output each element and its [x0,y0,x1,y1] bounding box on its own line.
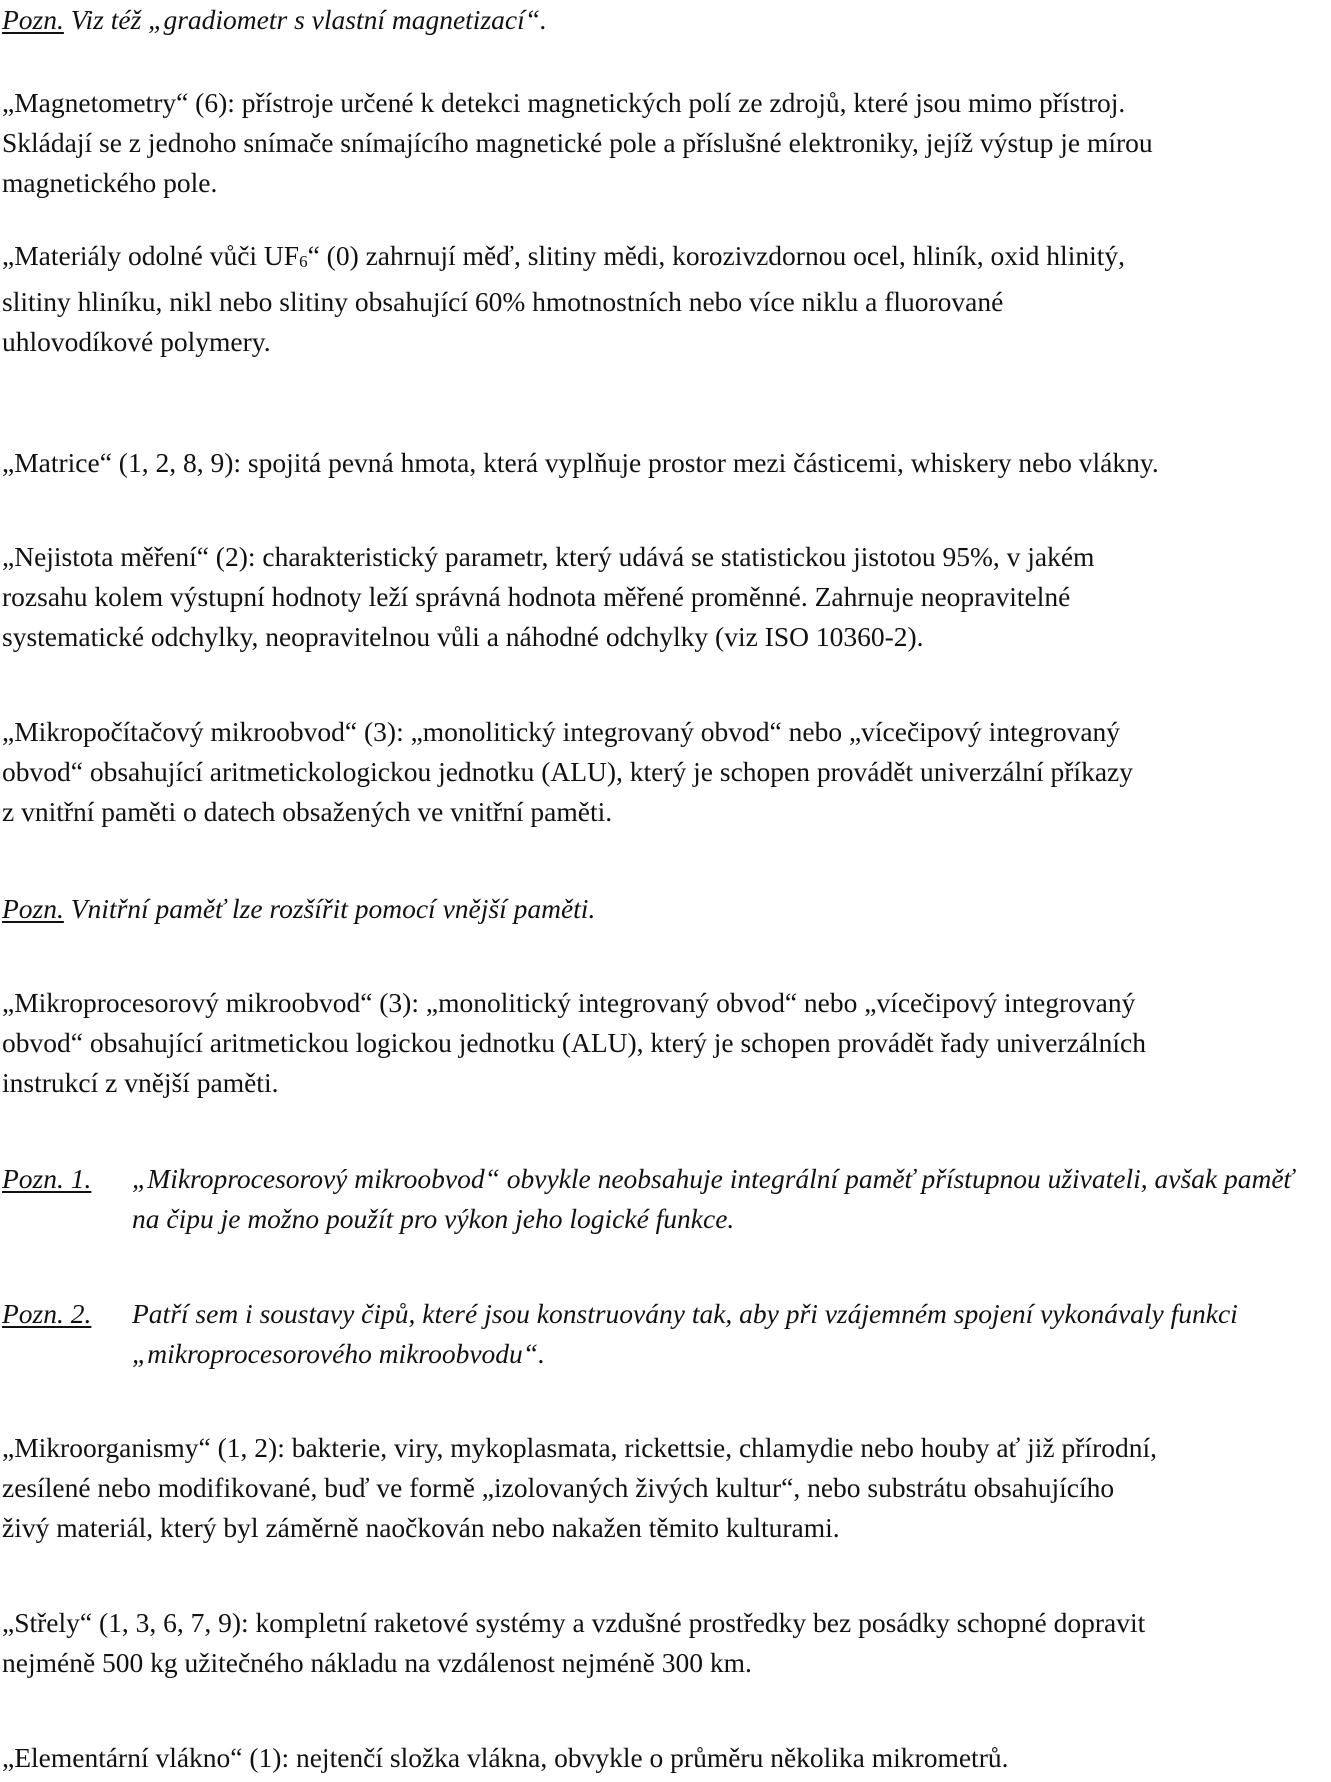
definition-line: obvod“ obsahující aritmetickologickou jednotku (ALU), který je schopen provádět univerzální příkazy [2,756,1133,787]
note-gradiometr [2,0,1324,40]
text-run: “ (0) zahrnují měď, slitiny mědi, korozivzdornou ocel, hliník, oxid hlinitý, [307,240,1125,271]
note-1 [2,1159,1324,1239]
note-body [132,1159,1294,1239]
note-2 [2,1294,1324,1374]
text-run: „Materiály odolné vůči UF [2,240,300,271]
definition-line: obvod“ obsahující aritmetickou logickou jednotku (ALU), který je schopen provádět řady univerzálních [2,1027,1146,1058]
definition-mikropocitacovy [2,712,1324,832]
definition-line: Skládají se z jednoho snímače snímajícího magnetické pole a příslušné elektroniky, jejíž výstup je mírou [2,127,1153,158]
note-line: „Mikroprocesorový mikroobvod“ obvykle neobsahuje integrální paměť přístupnou uživateli, avšak paměť [132,1163,1294,1194]
note-text: Vnitřní paměť lze rozšířit pomocí vnější paměti. [63,893,596,924]
note-label: Pozn. [2,4,64,35]
note-label: Pozn. [2,893,64,924]
definition-line [2,236,1324,282]
definition-line: „Matrice“ (1, 2, 8, 9): spojitá pevná hmota, která vyplňuje prostor mezi částicemi, whiskery nebo vlákny. [2,447,1159,478]
definition-materialy [2,236,1324,362]
definition-line: „Mikropočítačový mikroobvod“ (3): „monolitický integrovaný obvod“ nebo „vícečipový integrovaný [2,716,1121,747]
definition-strely [2,1603,1324,1683]
note-line: „mikroprocesorového mikroobvodu“. [132,1338,545,1369]
definition-line: „Mikroprocesorový mikroobvod“ (3): „monolitický integrovaný obvod“ nebo „vícečipový integrovaný [2,987,1136,1018]
note-pamet [2,889,1324,929]
definition-line: nejméně 500 kg užitečného nákladu na vzdálenost nejméně 300 km. [2,1647,752,1678]
definition-line: „Elementární vlákno“ (1): nejtenčí složka vlákna, obvykle o průměru několika mikrometrů. [2,1742,1009,1773]
subscript: 6 [299,252,308,271]
note-text: Viz též „gradiometr s vlastní magnetizací“. [63,4,547,35]
note-line: Patří sem i soustavy čipů, které jsou konstruovány tak, aby při vzájemném spojení vykonávaly funkci [132,1298,1238,1329]
definition-line: rozsahu kolem výstupní hodnoty leží správná hodnota měřené proměnné. Zahrnuje neopravitelné [2,581,1071,612]
definition-mikroprocesorovy [2,983,1324,1103]
definition-line: magnetického pole. [2,167,218,198]
definition-line: z vnitřní paměti o datech obsažených ve vnitřní paměti. [2,796,613,827]
note-label: Pozn. 1. [2,1163,92,1194]
definition-line: zesílené nebo modifikované, buď ve formě „izolovaných živých kultur“, nebo substrátu obsahujícího [2,1472,1115,1503]
definition-nejistota [2,537,1324,657]
definition-line: uhlovodíkové polymery. [2,326,271,357]
definition-line: „Střely“ (1, 3, 6, 7, 9): kompletní raketové systémy a vzdušné prostředky bez posádky schopné dopravit [2,1607,1146,1638]
note-line: na čipu je možno použít pro výkon jeho logické funkce. [132,1203,735,1234]
definition-line: „Nejistota měření“ (2): charakteristický parametr, který udává se statistickou jistotou 95%, v jakém [2,541,1095,572]
definition-line: „Magnetometry“ (6): přístroje určené k detekci magnetických polí ze zdrojů, které jsou mimo přístroj. [2,87,1126,118]
note-label: Pozn. 2. [2,1298,92,1329]
definition-line: živý materiál, který byl záměrně naočkován nebo nakažen těmito kulturami. [2,1512,840,1543]
definition-line: slitiny hliníku, nikl nebo slitiny obsahující 60% hmotnostních nebo více niklu a fluorované [2,286,1004,317]
note-body [132,1294,1238,1374]
definition-line: systematické odchylky, neopravitelnou vůli a náhodné odchylky (viz ISO 10360-2). [2,621,924,652]
definition-line: „Mikroorganismy“ (1, 2): bakterie, viry, mykoplasmata, rickettsie, chlamydie nebo houby ať již přírodní, [2,1432,1157,1463]
definition-matrice [2,443,1324,483]
definition-magnetometry [2,83,1324,203]
definition-mikroorganismy [2,1428,1324,1548]
definition-elementarni-vlakno [2,1738,1324,1778]
definition-line: instrukcí z vnější paměti. [2,1067,279,1098]
